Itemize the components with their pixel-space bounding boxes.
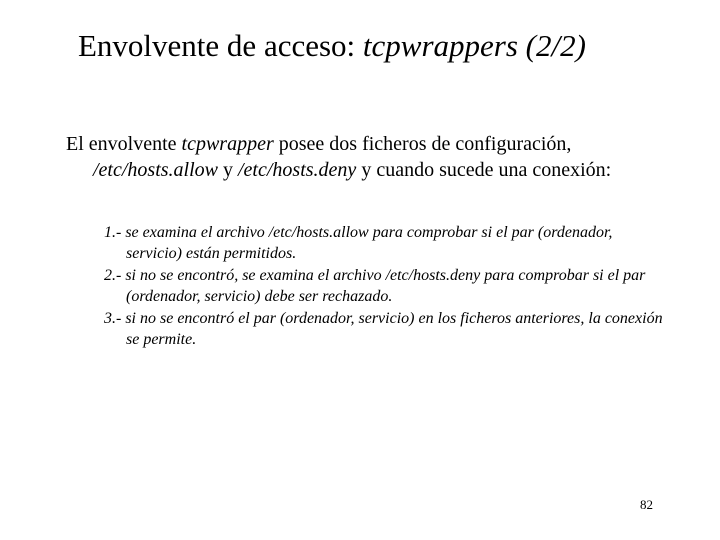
intro-term-hosts-allow: /etc/hosts.allow xyxy=(93,159,218,181)
intro-paragraph xyxy=(66,131,693,183)
page-number: 82 xyxy=(640,497,653,512)
intro-text-2: posee dos ficheros de configuración, xyxy=(273,133,572,155)
steps-list xyxy=(104,222,664,351)
slide-title xyxy=(78,26,698,66)
intro-text-3: y xyxy=(218,159,238,181)
intro-term-hosts-deny: /etc/hosts.deny xyxy=(238,159,357,181)
step-item-1: 1.- se examina el archivo /etc/hosts.allow para comprobar si el par (ordenador, servicio) están permitidos. xyxy=(104,224,613,262)
intro-text-4: y cuando sucede una conexión: xyxy=(356,159,612,181)
intro-term-tcpwrapper: tcpwrapper xyxy=(181,133,274,155)
step-item-2: 2.- si no se encontró, se examina el archivo /etc/hosts.deny para comprobar si el par (ordenador, servicio) debe ser rechazado. xyxy=(104,267,646,305)
step-item-3: 3.- si no se encontró el par (ordenador, servicio) en los ficheros anteriores, la conexión se permite. xyxy=(104,310,663,348)
slide-title-italic: tcpwrappers (2/2) xyxy=(362,28,586,63)
slide-title-prefix: Envolvente de acceso: xyxy=(78,28,363,63)
intro-text-1: El envolvente xyxy=(66,133,182,155)
